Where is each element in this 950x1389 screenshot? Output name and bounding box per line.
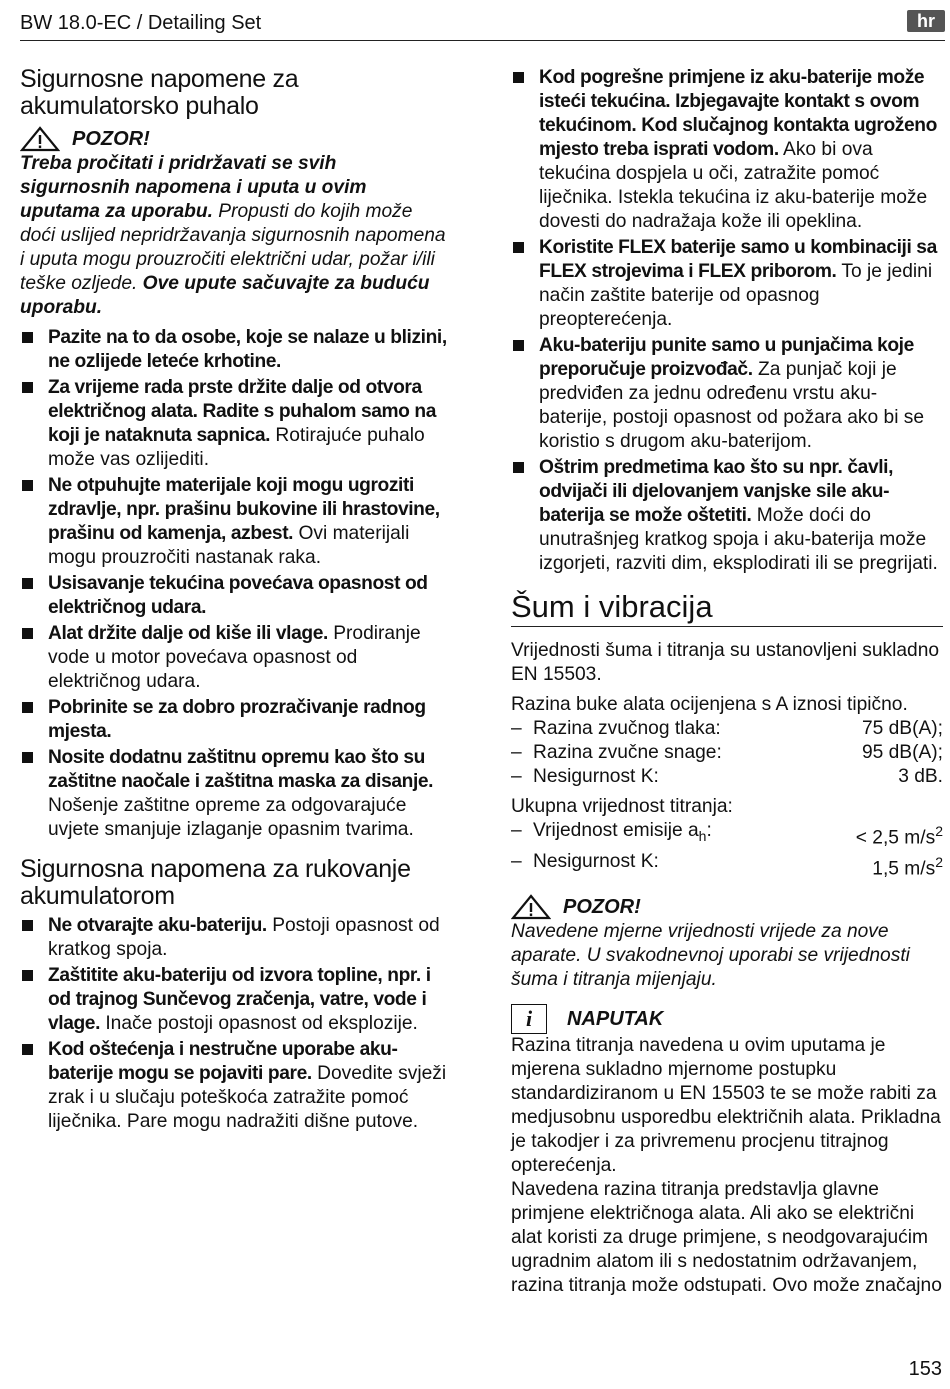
list-item: Ne otpuhujte materijale koji mogu ugroziti zdravlje, npr. prašinu bukovine ili hrastovine, prašinu od kamenja, azbest. Ovi materijali mogu prouzročiti nastanak raka.	[20, 474, 448, 570]
warning-text: Treba pročitati i pridržavati se svih sigurnosnih napomena i uputa u ovim uputama za uporabu. Propusti do kojih može doći uslijed nepridržavanja sigurnosnih napomena i uputa mogu prouzročiti električni udar, požar i/ili teške ozljede. Ove upute sačuvajte za buduću uporabu.	[20, 153, 446, 318]
note-label: NAPUTAK	[567, 1007, 664, 1030]
right-column	[511, 66, 943, 1298]
noise-values	[511, 717, 943, 789]
list-item: Alat držite dalje od kiše ili vlage. Prodiranje vode u motor povećava opasnost od električnog udara.	[20, 622, 448, 694]
vibration-values	[511, 819, 943, 882]
list-item: Ne otvarajte aku-bateriju. Postoji opasnost od kratkog spoja.	[20, 914, 448, 962]
warning-heading-2	[511, 894, 943, 920]
vibration-row: – Vrijednost emisije $a_h$: < 2,5 $m/s^2$	[511, 820, 943, 849]
list-item: Nosite dodatnu zaštitnu opremu kao što su zaštitne naočale i zaštitna maska za disanje. Nošenje zaštitne opreme za odgovarajuće uvjete smanjuje izlaganje opasnim tvarima.	[20, 746, 448, 842]
noise-row: – Razina zvučnog tlaka: 75 dB(A);	[511, 718, 943, 739]
info-icon: i	[511, 1004, 547, 1034]
list-item: Kod pogrešne primjene iz aku-baterije može isteći tekućina. Izbjegavajte kontakt s ovom tekućinom. Kod slučajnog kontakta ugroženo mjesto treba isprati vodom. Ako bi ova tekućina dospjela u oči, zatražite pomoć liječnika. Istekla tekućina iz aku-baterije može dovesti do nadražaja kože ili opeklina.	[511, 66, 943, 234]
warning-label: POZOR!	[72, 128, 150, 150]
noise-row: – Nesigurnost K: 3 dB.	[511, 766, 943, 787]
list-item: Za vrijeme rada prste držite dalje od otvora električnog alata. Radite s puhalom samo na koji je nataknuta sapnica. Rotirajuće puhalo može vas ozlijediti.	[20, 376, 448, 472]
noise-intro: Vrijednosti šuma i titranja su ustanovljeni sukladno EN 15503.	[511, 640, 940, 685]
section-title-noise-vibration: Šum i vibracija	[511, 590, 943, 627]
battery-safety-list	[20, 914, 448, 1134]
warning-heading	[20, 126, 448, 152]
vibration-row: – Nesigurnost K: 1,5 $m/s^2$	[511, 851, 943, 880]
list-item: Usisavanje tekućina povećava opasnost od električnog udara.	[20, 572, 448, 620]
list-item: Koristite FLEX baterije samo u kombinaciji sa FLEX strojevima i FLEX priborom. To je jedini način zaštite baterije od opasnog preopterećenja.	[511, 236, 943, 332]
safety-list	[20, 326, 448, 842]
list-item: Kod oštećenja i nestručne uporabe aku-baterije mogu se pojaviti pare. Dovedite svježi zrak i u slučaju poteškoća zatražite pomoć liječnika. Pare mogu nadražiti dišne putove.	[20, 1038, 448, 1134]
header-title: BW 18.0-EC / Detailing Set	[20, 12, 262, 34]
noise-typical: Razina buke alata ocijenjena s A iznosi tipično.	[511, 694, 908, 715]
note-heading	[511, 1004, 943, 1034]
warning-triangle-icon	[511, 894, 551, 920]
warning-label: POZOR!	[563, 895, 641, 918]
note-text: Razina titranja navedena u ovim uputama je mjerena sukladno mjernome postupku standardiziranom u EN 15503 te se može rabiti za medjusobnu usporedbu električnih alata. Prikladna je takodjer i za privremenu procjenu titrajnog opterećenja.	[511, 1034, 941, 1176]
section-title-battery-safety: Sigurnosna napomena za rukovanje akumulatorom	[20, 855, 411, 910]
list-item: Aku-bateriju punite samo u punjačima koje preporučuje proizvođač. Za punjač koji je predviđen za jednu određenu vrstu aku-baterije, postoji opasnost od požara ako bi se koristio s drugom aku-baterijom.	[511, 334, 943, 454]
warning-triangle-icon	[20, 126, 60, 152]
language-badge: hr	[907, 10, 945, 32]
page-number: 153	[908, 1358, 942, 1380]
vibration-total-label: Ukupna vrijednost titranja:	[511, 796, 733, 817]
list-item: Pazite na to da osobe, koje se nalaze u blizini, ne ozlijede leteće krhotine.	[20, 326, 448, 374]
warning-text: Navedene mjerne vrijednosti vrijede za nove aparate. U svakodnevnoj uporabi se vrijednosti šuma i titranja mijenjaju.	[511, 920, 910, 990]
noise-row: – Razina zvučne snage: 95 dB(A);	[511, 742, 943, 763]
list-item: Pobrinite se za dobro prozračivanje radnog mjesta.	[20, 696, 448, 744]
list-item: Oštrim predmetima kao što su npr. čavli, odvijači ili djelovanjem vanjske sile aku-baterija se može oštetiti. Može doći do unutrašnjeg kratkog spoja i aku-baterija može izgorjeti, razviti dim, eksplodirati ili se pregrijati.	[511, 456, 943, 576]
list-item: Zaštitite aku-bateriju od izvora topline, npr. i od trajnog Sunčevog zračenja, vatre, vode i vlage. Inače postoji opasnost od eksplozije.	[20, 964, 448, 1036]
left-column	[20, 66, 448, 1136]
section-title-blower-safety: Sigurnosne napomene za akumulatorsko puhalo	[20, 65, 299, 120]
battery-safety-list-continued	[511, 66, 943, 576]
page-header	[20, 10, 945, 41]
note-text-2: Navedena razina titranja predstavlja glavne primjene električnoga alata. Ali ako se električni alat koristi za druge primjene, s neodgovarajućim ugradnim alatom ili s nedostatnim održavanjem, razina titranja može odstupati. Ovo može značajno	[511, 1178, 942, 1296]
